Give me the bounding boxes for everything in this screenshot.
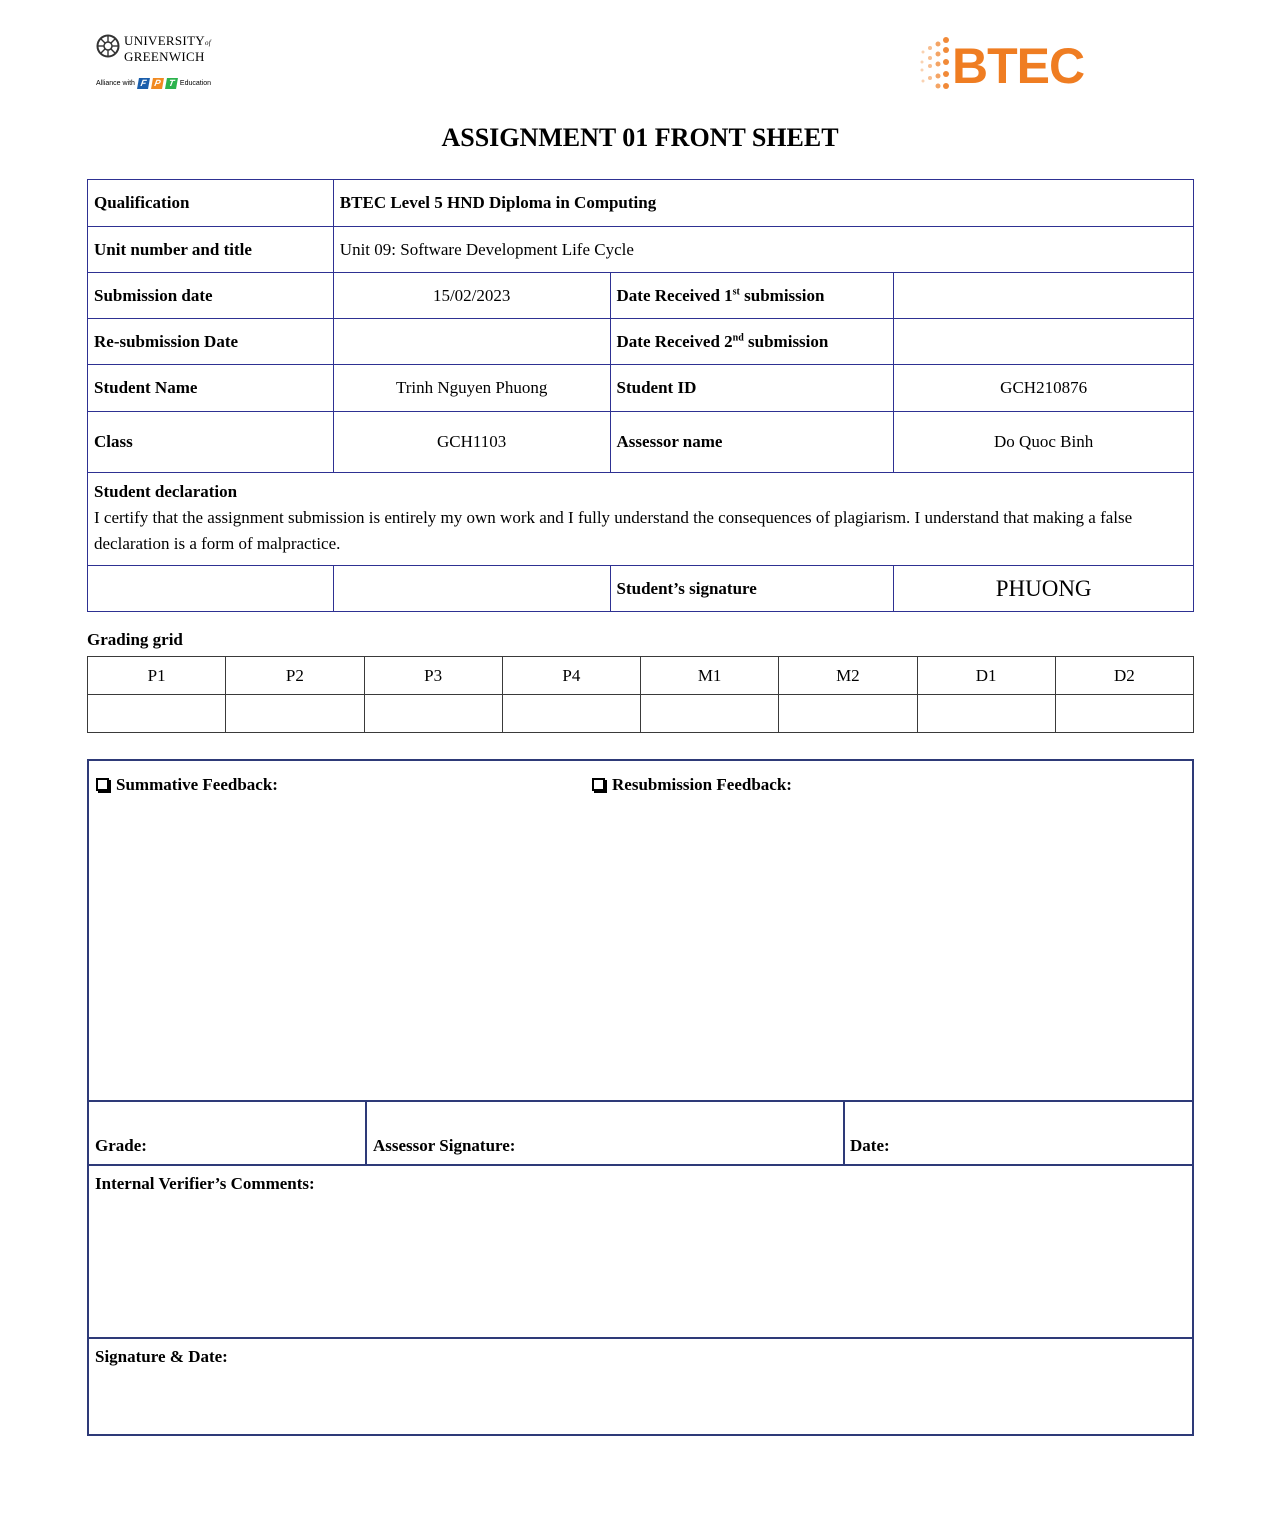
assessor-value: Do Quoc Binh xyxy=(894,412,1194,473)
resubmission-date-value xyxy=(333,319,610,365)
divider xyxy=(89,1100,1192,1102)
grade-header-m1: M1 xyxy=(641,657,779,695)
date-label: Date: xyxy=(850,1136,890,1155)
date-received-2-label: Date Received 2nd submission xyxy=(610,319,894,365)
submission-date-value: 15/02/2023 xyxy=(333,273,610,319)
btec-wordmark: BTEC xyxy=(952,38,1085,94)
student-name-label: Student Name xyxy=(88,365,334,412)
university-crest-icon xyxy=(96,34,120,58)
student-id-label: Student ID xyxy=(610,365,894,412)
grading-header-row xyxy=(88,657,1194,695)
signature-date-label: Signature & Date: xyxy=(95,1347,228,1366)
assessor-label: Assessor name xyxy=(610,412,894,473)
class-value: GCH1103 xyxy=(333,412,610,473)
resubmission-row xyxy=(88,319,1194,365)
grade-value-p4 xyxy=(502,695,640,733)
resubmission-feedback-label: Resubmission Feedback: xyxy=(612,775,792,794)
grade-header-p1: P1 xyxy=(88,657,226,695)
empty-cell xyxy=(88,566,334,612)
grade-header-d2: D2 xyxy=(1055,657,1193,695)
assignment-info-table xyxy=(87,179,1194,612)
resubmission-date-label: Re-submission Date xyxy=(88,319,334,365)
feedback-section xyxy=(87,759,1194,1436)
grade-header-p4: P4 xyxy=(502,657,640,695)
grading-value-row xyxy=(88,695,1194,733)
grading-grid-label: Grading grid xyxy=(87,630,183,649)
grade-header-m2: M2 xyxy=(779,657,917,695)
date-received-1-value xyxy=(894,273,1194,319)
student-declaration xyxy=(88,473,1194,566)
signature-label: Student’s signature xyxy=(610,566,894,612)
divider xyxy=(843,1100,845,1164)
grade-value-m1 xyxy=(641,695,779,733)
unit-row xyxy=(88,227,1194,273)
grade-header-p3: P3 xyxy=(364,657,502,695)
student-row xyxy=(88,365,1194,412)
internal-verifier-comments-label: Internal Verifier’s Comments: xyxy=(95,1174,315,1193)
resubmission-feedback xyxy=(592,774,792,796)
qualification-row xyxy=(88,180,1194,227)
unit-label: Unit number and title xyxy=(88,227,334,273)
assessor-signature-label: Assessor Signature: xyxy=(373,1136,516,1155)
student-name-value: Trinh Nguyen Phuong xyxy=(333,365,610,412)
grading-grid xyxy=(87,656,1194,733)
declaration-title: Student declaration xyxy=(94,482,238,501)
submission-date-label: Submission date xyxy=(88,273,334,319)
declaration-text: I certify that the assignment submission is entirely my own work and I fully understand the consequences of plagiarism. I understand that making a false declaration is a form of malpractice. xyxy=(94,508,1133,553)
class-label: Class xyxy=(88,412,334,473)
class-row xyxy=(88,412,1194,473)
checkbox-icon[interactable] xyxy=(592,778,605,791)
grade-value-p1 xyxy=(88,695,226,733)
qualification-value: BTEC Level 5 HND Diploma in Computing xyxy=(333,180,1193,227)
divider xyxy=(365,1100,367,1164)
university-wordmark: UNIVERSITYof GREENWICH xyxy=(124,33,212,64)
empty-cell xyxy=(333,566,610,612)
grade-value-d2 xyxy=(1055,695,1193,733)
grade-value-p3 xyxy=(364,695,502,733)
signature-row xyxy=(88,566,1194,612)
grade-label: Grade: xyxy=(95,1136,147,1155)
declaration-row xyxy=(88,473,1194,566)
grade-header-d1: D1 xyxy=(917,657,1055,695)
divider xyxy=(89,1337,1192,1339)
btec-dots-icon xyxy=(916,36,956,92)
page-title: ASSIGNMENT 01 FRONT SHEET xyxy=(441,123,839,152)
grade-value-d1 xyxy=(917,695,1055,733)
submission-row xyxy=(88,273,1194,319)
date-received-2-value xyxy=(894,319,1194,365)
signature-value: PHUONG xyxy=(894,566,1194,612)
checkbox-icon[interactable] xyxy=(96,778,109,791)
divider xyxy=(89,1164,1192,1166)
qualification-label: Qualification xyxy=(88,180,334,227)
grade-value-p2 xyxy=(226,695,364,733)
date-received-1-label: Date Received 1st submission xyxy=(610,273,894,319)
fpt-alliance: Alliance with F P T Education xyxy=(96,78,212,88)
grade-value-m2 xyxy=(779,695,917,733)
grade-header-p2: P2 xyxy=(226,657,364,695)
summative-feedback xyxy=(96,774,278,796)
student-id-value: GCH210876 xyxy=(894,365,1194,412)
unit-value: Unit 09: Software Development Life Cycle xyxy=(333,227,1193,273)
university-logo xyxy=(96,34,226,96)
btec-logo xyxy=(916,34,1106,94)
summative-feedback-label: Summative Feedback: xyxy=(116,775,278,794)
